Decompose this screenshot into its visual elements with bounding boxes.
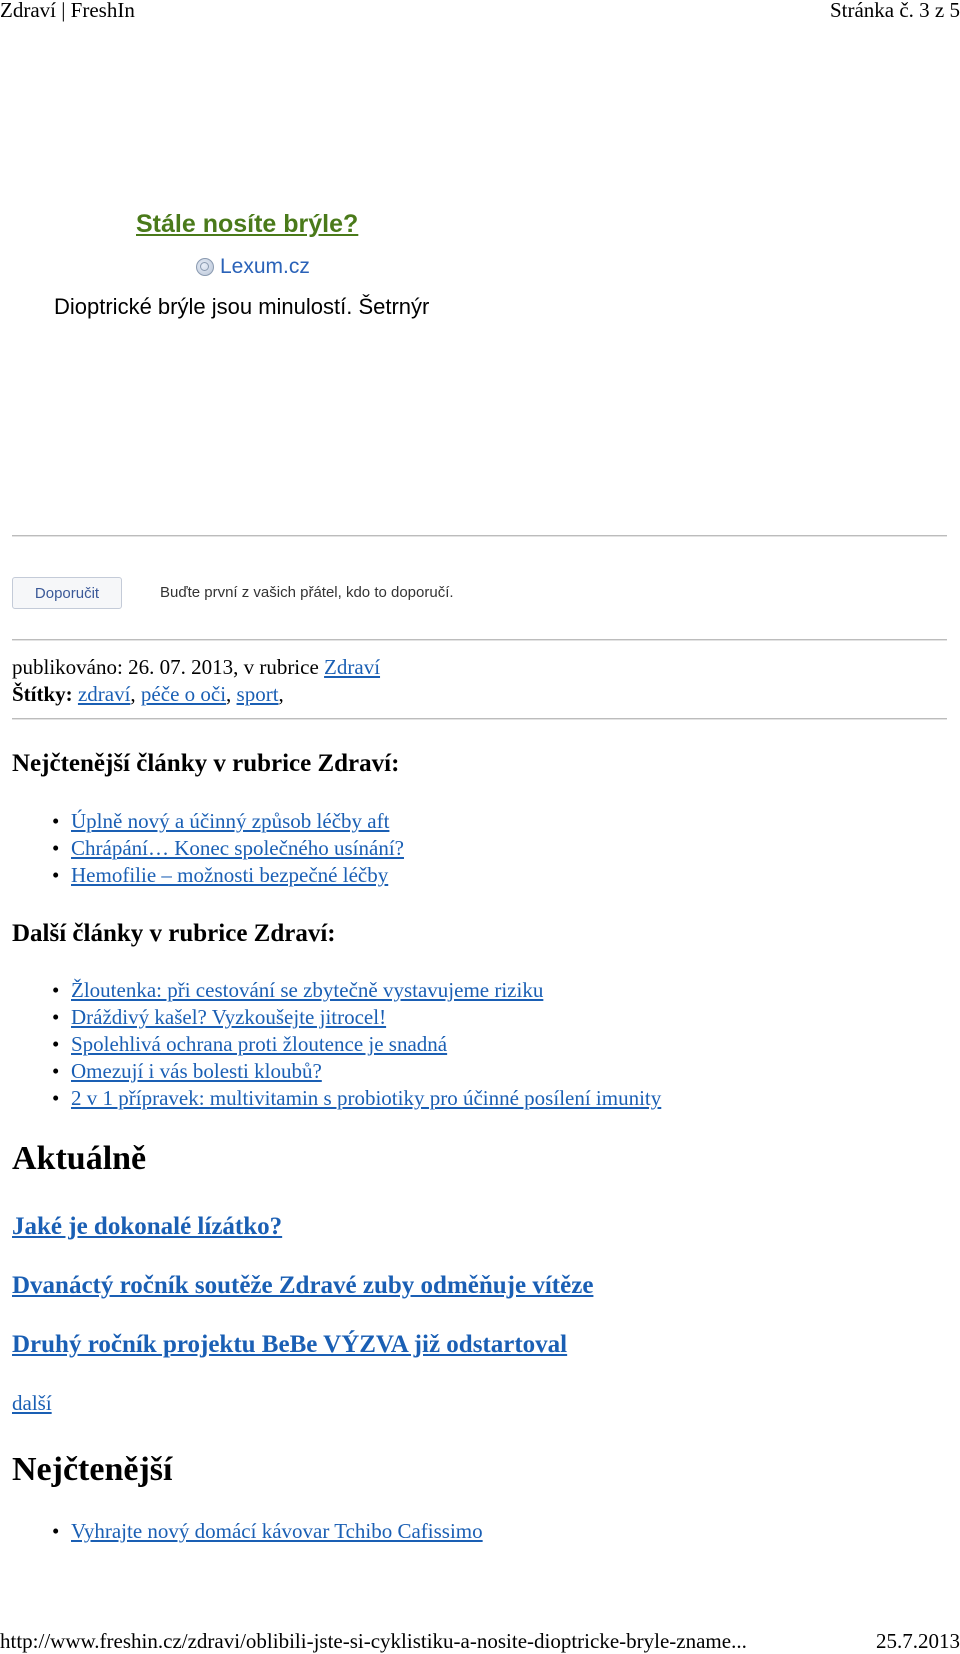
list-item [52,1031,661,1058]
ad-source[interactable] [196,255,310,279]
section-title-other-category: Další články v rubrice Zdraví: [12,920,336,947]
list-item [52,1058,661,1085]
list-item [52,1518,483,1545]
published-line [12,654,380,680]
list-item [52,835,404,862]
tags-line: Štítky: zdraví, péče o oči, sport, [12,682,284,706]
tag-link[interactable]: sport [236,682,279,706]
list-item [52,862,404,889]
news-link[interactable]: Druhý ročník projektu BeBe VÝZVA již odstartoval [12,1331,568,1358]
print-header-title: Zdraví | FreshIn [0,0,135,22]
tag-link[interactable]: péče o oči [140,682,227,706]
print-footer-date: 25.7.2013 [876,1629,960,1653]
section-title-most-read: Nejčtenější [12,1451,173,1488]
most-read-category-list [52,808,404,889]
divider [12,639,947,641]
article-link[interactable]: Úplně nový a účinný způsob léčby aft [71,809,390,833]
article-link[interactable]: Vyhrajte nový domácí kávovar Tchibo Cafissimo [71,1519,483,1543]
tag-link[interactable]: zdraví [77,682,131,706]
divider [12,535,947,537]
list-item [52,1004,661,1031]
article-link[interactable]: Spolehlivá ochrana proti žloutence je snadná [71,1032,448,1056]
other-category-list [52,977,661,1112]
more-link[interactable]: další [12,1391,52,1415]
article-link[interactable]: Žloutenka: při cestování se zbytečně vystavujeme riziku [71,978,544,1002]
most-read-list [52,1518,483,1545]
list-item [52,977,661,1004]
ad-title-link[interactable]: Stále nosíte brýle? [136,210,359,238]
print-header-page-number: Stránka č. 3 z 5 [829,0,960,22]
section-title-most-read-category: Nejčtenější články v rubrice Zdraví: [12,750,400,777]
recommend-button[interactable]: Doporučit [12,577,122,609]
article-link[interactable]: Hemofilie – možnosti bezpečné léčby [71,863,389,887]
ad-description: Dioptrické brýle jsou minulostí. Šetrnýr [54,294,430,319]
news-link[interactable]: Dvanáctý ročník soutěže Zdravé zuby odměňuje vítěze [12,1272,594,1299]
published-prefix: publikováno: 26. 07. 2013, v rubrice [12,655,325,679]
list-item [52,808,404,835]
news-link[interactable]: Jaké je dokonalé lízátko? [12,1213,283,1240]
recommend-text: Buďte první z vašich přátel, kdo to doporučí. [160,584,454,601]
section-title-current: Aktuálně [12,1140,147,1177]
divider [12,718,947,720]
ad-source-label: Lexum.cz [220,255,310,278]
print-footer-url: http://www.freshin.cz/zdravi/oblibili-jste-si-cyklistiku-a-nosite-dioptricke-bryle-zname... [0,1629,747,1653]
list-item [52,1085,661,1112]
category-link[interactable]: Zdraví [324,655,381,679]
article-link[interactable]: 2 v 1 přípravek: multivitamin s probiotiky pro účinné posílení imunity [71,1086,662,1110]
tags-label: Štítky: [12,682,73,706]
globe-icon [196,258,214,276]
article-link[interactable]: Chrápání… Konec společného usínání? [71,836,404,860]
article-link[interactable]: Omezují i vás bolesti kloubů? [71,1059,322,1083]
article-link[interactable]: Dráždivý kašel? Vyzkoušejte jitrocel! [71,1005,387,1029]
